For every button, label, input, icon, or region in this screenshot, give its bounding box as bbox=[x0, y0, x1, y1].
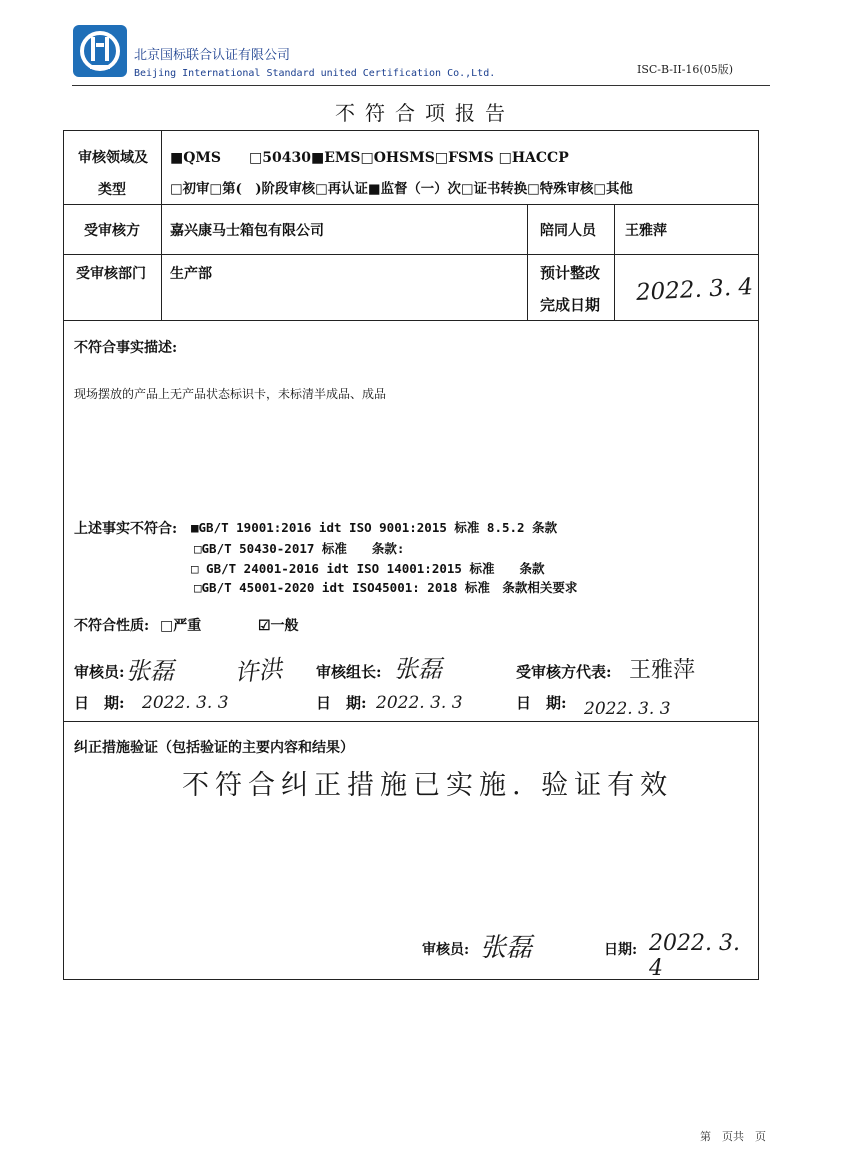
date-auditor: 2022. 3. 3 bbox=[142, 693, 229, 713]
auditor-label: 审核员: bbox=[74, 663, 125, 681]
date-label: 日 期: bbox=[516, 694, 567, 712]
companion-value: 王雅萍 bbox=[625, 223, 667, 239]
desc-text: 现场摆放的产品上无产品状态标识卡，未标清半成品、成品 bbox=[74, 387, 387, 401]
verification-label: 纠正措施验证（包括验证的主要内容和结果） bbox=[74, 740, 354, 756]
basis-item: □GB/T 45001-2020 idt ISO45001: 2018 标准 条款相关要求 bbox=[194, 580, 578, 595]
scope-audit-type: □初审□第( )阶段审核□再认证■监督（一）次□证书转换□特殊审核□其他 bbox=[170, 181, 633, 197]
row-divider bbox=[64, 254, 758, 255]
nature-label: 不符合性质: bbox=[74, 618, 150, 634]
col-divider bbox=[614, 204, 615, 320]
rep-signature: 王雅萍 bbox=[629, 658, 696, 683]
col-divider bbox=[527, 204, 528, 320]
department-label: 受审核部门 bbox=[76, 266, 146, 282]
leader-label: 审核组长: bbox=[316, 663, 382, 681]
date-label: 日 期: bbox=[316, 694, 367, 712]
page-title: 不符合项报告 bbox=[335, 101, 515, 125]
desc-label: 不符合事实描述: bbox=[74, 340, 178, 356]
basis-item: ■GB/T 19001:2016 idt ISO 9001:2015 标准 8.5.2 条款 bbox=[191, 520, 558, 535]
verification-auditor-signature: 张磊 bbox=[480, 933, 533, 963]
verification-auditor-label: 审核员: bbox=[422, 942, 470, 958]
report-form bbox=[63, 130, 759, 980]
verification-text: 不符合纠正措施已实施. 验证有效 bbox=[182, 770, 674, 801]
row-divider bbox=[64, 721, 758, 722]
company-name-cn: 北京国标联合认证有限公司 bbox=[134, 48, 291, 63]
leader-signature: 张磊 bbox=[394, 655, 442, 683]
nature-severe: □严重 bbox=[160, 618, 202, 634]
basis-label: 上述事实不符合: bbox=[74, 521, 178, 537]
row-divider bbox=[64, 204, 758, 205]
company-name-en: Beijing International Standard united Certification Co.,Ltd. bbox=[134, 68, 496, 79]
companion-label: 陪同人员 bbox=[540, 223, 596, 239]
auditee-label: 受审核方 bbox=[84, 223, 140, 239]
date-leader: 2022. 3. 3 bbox=[376, 693, 463, 713]
date-label: 日 期: bbox=[74, 694, 125, 712]
date-rep: 2022. 3. 3 bbox=[584, 699, 671, 719]
auditor-signature-2: 许洪 bbox=[232, 654, 284, 688]
scope-label-1: 审核领域及 bbox=[78, 150, 148, 166]
verification-date-label: 日期: bbox=[604, 942, 638, 958]
page-footer: 第 页共 页 bbox=[700, 1130, 766, 1143]
auditor-signature: 张磊 bbox=[126, 657, 174, 685]
due-date-label-2: 完成日期 bbox=[540, 296, 601, 314]
scope-standards: ■QMS □50430■EMS□OHSMS□FSMS □HACCP bbox=[170, 150, 569, 166]
company-logo-icon bbox=[72, 24, 128, 78]
verification-date-value: 2022. 3. 4 bbox=[649, 931, 740, 981]
rep-label: 受审核方代表: bbox=[516, 663, 612, 681]
due-date-label-1: 预计整改 bbox=[540, 264, 601, 282]
department-value: 生产部 bbox=[170, 266, 212, 282]
header-divider bbox=[72, 85, 770, 86]
nature-general: ☑一般 bbox=[258, 618, 299, 634]
col-divider bbox=[161, 131, 162, 320]
auditee-value: 嘉兴康马士箱包有限公司 bbox=[170, 223, 324, 239]
basis-item: □ GB/T 24001-2016 idt ISO 14001:2015 标准 条款 bbox=[191, 561, 545, 576]
document-number: ISC-B-II-16(05版) bbox=[637, 63, 734, 76]
basis-item: □GB/T 50430-2017 标准 条款: bbox=[194, 541, 405, 556]
scope-label-2: 类型 bbox=[98, 182, 126, 198]
due-date-value: 2022. 3. 4 bbox=[635, 273, 754, 307]
row-divider bbox=[64, 320, 758, 321]
